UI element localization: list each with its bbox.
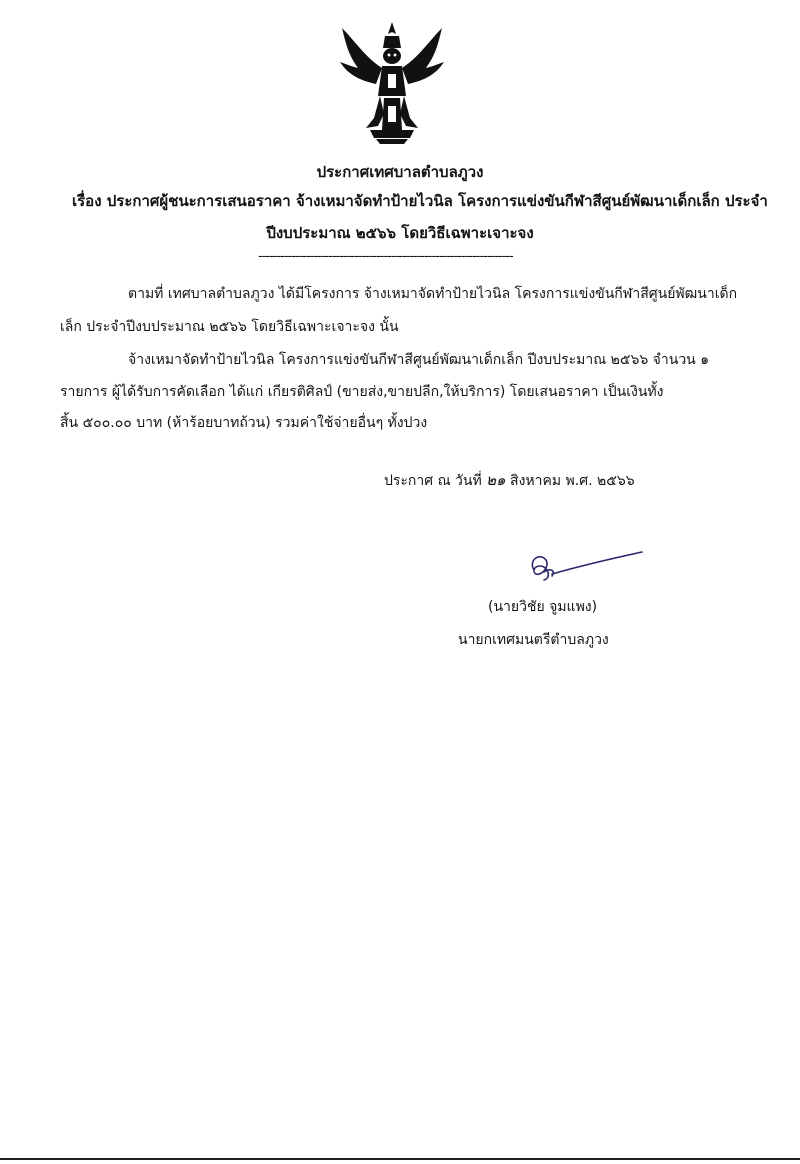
garuda-emblem-icon bbox=[336, 18, 448, 146]
announce-date bbox=[384, 468, 635, 492]
announce-day: ๒๑ bbox=[486, 471, 506, 489]
paragraph-1-line-2: เล็ก ประจำปีงบประมาณ ๒๕๖๖ โดยวิธีเฉพาะเจาะจง นั้น bbox=[60, 319, 399, 335]
signature-icon bbox=[526, 548, 646, 588]
paragraph-2-line-3: สิ้น ๕๐๐.๐๐ บาท (ห้าร้อยบาทถ้วน) รวมค่าใช้จ่ายอื่นๆ ทั้งปวง bbox=[60, 415, 428, 431]
subject-line-1: เรื่อง ประกาศผู้ชนะการเสนอราคา จ้างเหมาจัดทำป้ายไวนิล โครงการแข่งขันกีฬาสีศูนย์พัฒนาเด็กเล็ก ประจำ bbox=[72, 192, 768, 210]
signer-name: (นายวิชัย จูมแพง) bbox=[488, 599, 598, 615]
announce-prefix: ประกาศ ณ วันที่ bbox=[384, 473, 482, 489]
signer-position: นายกเทศมนตรีตำบลภูวง bbox=[458, 632, 609, 648]
paragraph-2-line-1: จ้างเหมาจัดทำป้ายไวนิล โครงการแข่งขันกีฬาสีศูนย์พัฒนาเด็กเล็ก ปีงบประมาณ ๒๕๖๖ จำนวน ๑ bbox=[128, 352, 710, 368]
subject-line-2: ปีงบประมาณ ๒๕๖๖ โดยวิธีเฉพาะเจาะจง bbox=[266, 224, 534, 242]
paragraph-2-line-2: รายการ ผู้ได้รับการคัดเลือก ได้แก่ เกียรติศิลป์ (ขายส่ง,ขายปลีก,ให้บริการ) โดยเสนอราคา เป็นเงินทั้ง bbox=[60, 384, 664, 400]
scan-edge-line bbox=[0, 1158, 800, 1160]
office-title: ประกาศเทศบาลตำบลภูวง bbox=[316, 163, 484, 181]
paragraph-1-line-1: ตามที่ เทศบาลตำบลภูวง ได้มีโครงการ จ้างเหมาจัดทำป้ายไวนิล โครงการแข่งขันกีฬาสีศูนย์พัฒนาเด็ก bbox=[128, 286, 738, 302]
announce-suffix: สิงหาคม พ.ศ. ๒๕๖๖ bbox=[510, 473, 635, 489]
divider: --------------------------------------------------------------------- bbox=[258, 249, 513, 264]
